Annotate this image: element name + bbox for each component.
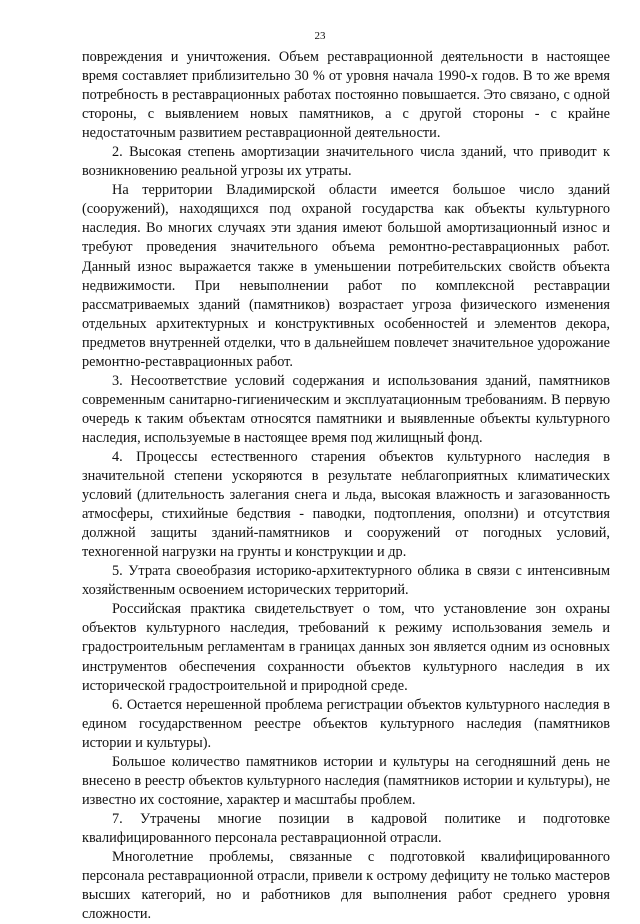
paragraph-item-7: 7. Утрачены многие позиции в кадровой политике и подготовке квалифицированного персонала реставрационной отрасли.: [82, 810, 610, 846]
paragraph-russian-practice: Российская практика свидетельствует о том, что установление зон охраны объектов культурного наследия, требований к режиму использования земель и градостроительным регламентам в границах данных зон является одним из основных инструментов обеспечения сохранности объектов культурного наследия в их исторической градостроительной и природной среде.: [82, 601, 610, 694]
paragraph-item-3: 3. Несоответствие условий содержания и использования зданий, памятников современным санитарно-гигиеническим и эксплуатационным требованиям. В первую очередь к таким объектам относятся памятники и выявленные объекты культурного наследия, используемые в настоящее время под жилищный фонд.: [82, 372, 610, 446]
paragraph-vladimir-region: На территории Владимирской области имеется большое число зданий (сооружений), находящихся под охраной государства как объекты культурного наследия. Во многих случаях эти здания имеют большой амортизационный износ и требуют проведения значительного объема ремонтно-реставрационных работ. Данный износ выражается также в уменьшении потребительских свойств объекта недвижимости. При невыполнении работ по комплексной реставрации рассматриваемых зданий (памятников) возрастает угроза физического изменения отдельных архитектурных и конструктивных особенностей и элементов декора, предметов внутренней отделки, что в дальнейшем повлечет значительное удорожание ремонтно-реставрационных работ.: [82, 182, 610, 370]
paragraph-item-2: 2. Высокая степень амортизации значительного числа зданий, что приводит к возникновению реальной угрозы их утраты.: [82, 144, 610, 180]
document-body: [82, 48, 610, 924]
page-number: 23: [314, 30, 326, 42]
paragraph-item-6: 6. Остается нерешенной проблема регистрации объектов культурного наследия в едином государственном реестре объектов культурного наследия (памятников истории и культуры).: [82, 696, 610, 751]
paragraph-item-5: 5. Утрата своеобразия историко-архитектурного облика в связи с интенсивным хозяйственным освоением исторических территорий.: [82, 563, 610, 599]
paragraph-continuation: повреждения и уничтожения. Объем реставрационной деятельности в настоящее время составляет приблизительно 30 % от уровня начала 1990-х годов. В то же время потребность в реставрационных работах постоянно повышается. Это связано, с одной стороны, с выявлением новых памятников, а с другой стороны - с крайне недостаточным развитием реставрационной деятельности.: [82, 49, 610, 142]
paragraph-personnel: Многолетние проблемы, связанные с подготовкой квалифицированного персонала реставрационной отрасли, привели к острому дефициту не только мастеров высших категорий, но и работников для выполнения работ среднего уровня сложности.: [82, 848, 610, 923]
paragraph-item-4: 4. Процессы естественного старения объектов культурного наследия в значительной степени ускоряются в результате неблагоприятных климатических условий (длительность залегания снега и льда, высокая влажность и загазованность атмосферы, стихийные бедствия - паводки, подтопления, оползни) и отсутствия должной защиты зданий-памятников и сооружений от погодных условий, техногенной нагрузки на грунты и конструкции и др.: [82, 448, 610, 561]
paragraph-register: Большое количество памятников истории и культуры на сегодняшний день не внесено в реестр объектов культурного наследия (памятников истории и культуры), не известно их состояние, характер и масштабы проблем.: [82, 753, 610, 808]
